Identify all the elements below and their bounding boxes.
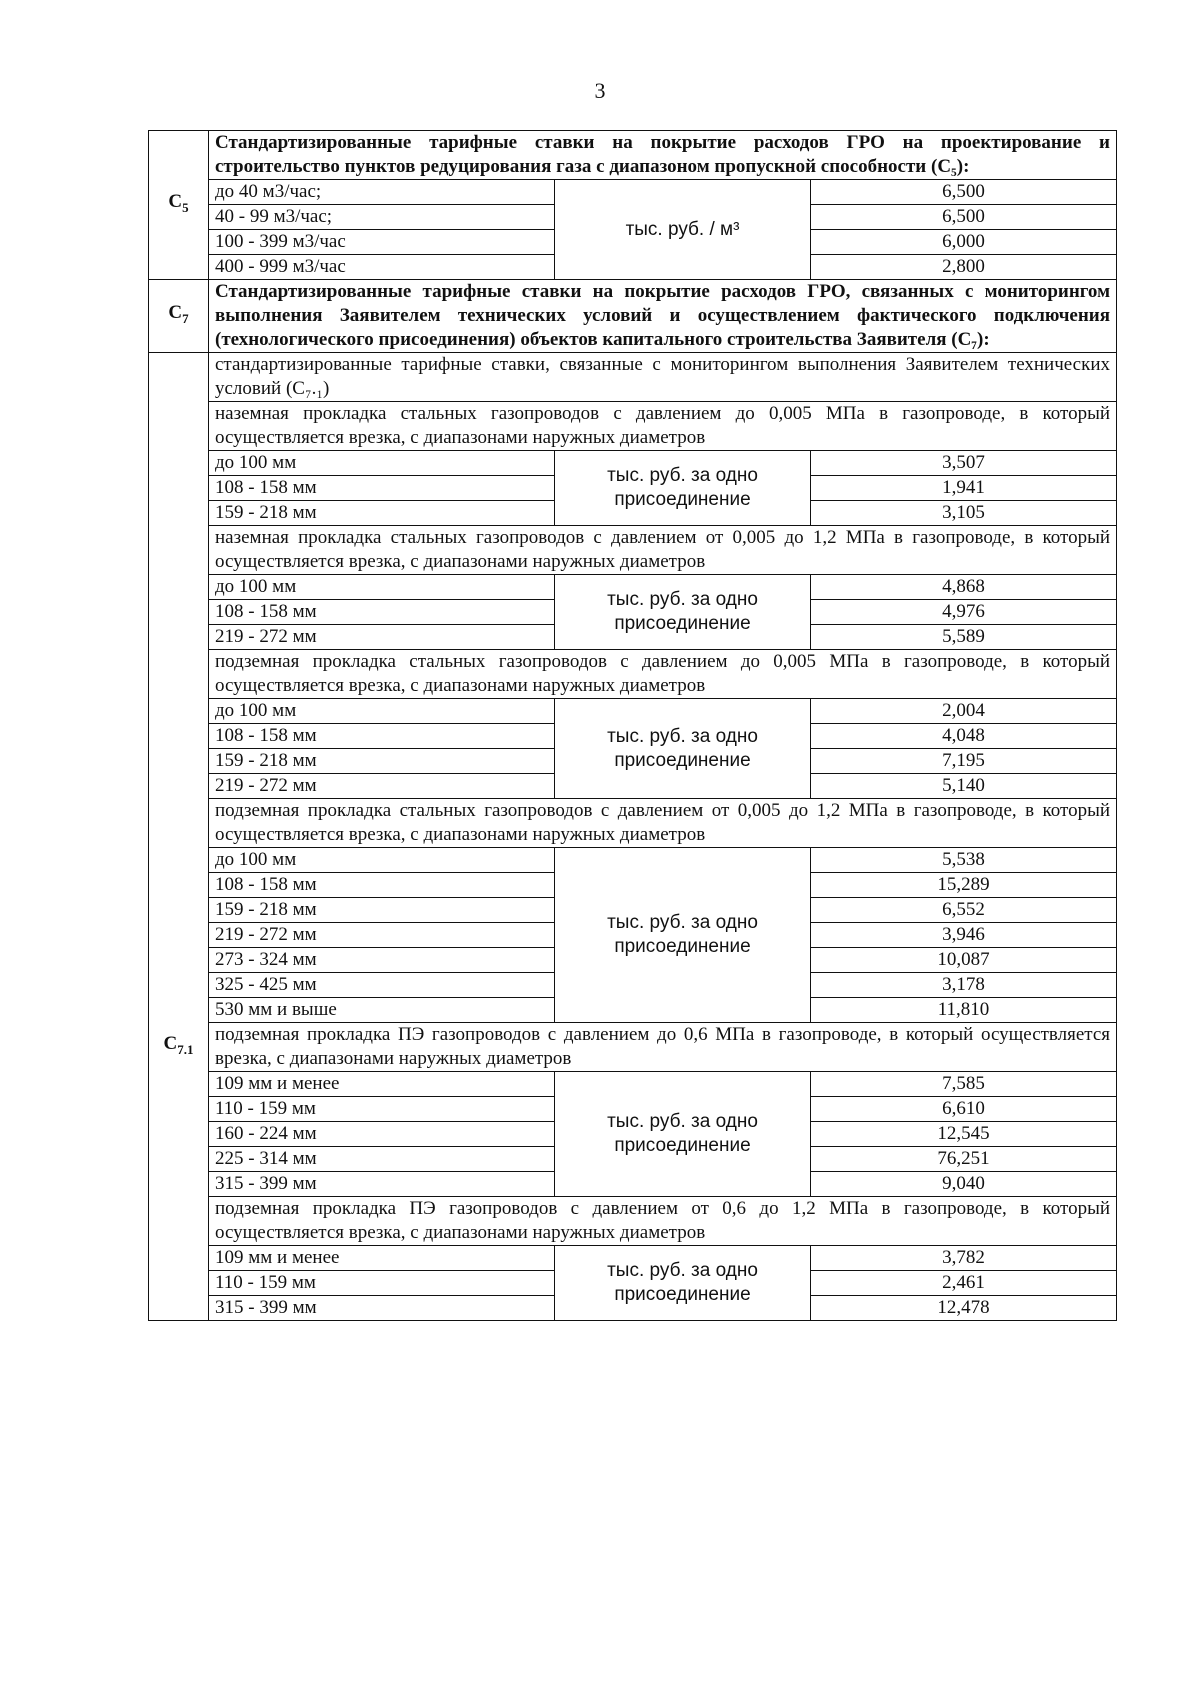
range-cell: 400 - 999 м3/час — [209, 255, 555, 280]
unit-cell: тыс. руб. за одно присоединение — [555, 451, 811, 526]
unit-cell: тыс. руб. / м³ — [555, 180, 811, 280]
group-description: подземная прокладка ПЭ газопроводов с давлением от 0,6 до 1,2 МПа в газопроводе, в который осуществляется врезка, с диапазонами наружных диаметров — [209, 1197, 1117, 1246]
value-cell: 6,500 — [811, 180, 1117, 205]
range-cell: до 100 мм — [209, 451, 555, 476]
range-cell: 315 - 399 мм — [209, 1172, 555, 1197]
range-cell: до 100 мм — [209, 699, 555, 724]
group-description-row — [149, 526, 1117, 575]
value-cell: 2,004 — [811, 699, 1117, 724]
group-description: подземная прокладка стальных газопроводов с давлением до 0,005 МПа в газопроводе, в который осуществляется врезка, с диапазонами наружных диаметров — [209, 650, 1117, 699]
c5-header-row — [149, 131, 1117, 180]
group-description-row — [149, 1023, 1117, 1072]
range-cell: 109 мм и менее — [209, 1072, 555, 1097]
unit-cell: тыс. руб. за одно присоединение — [555, 699, 811, 799]
value-cell: 1,941 — [811, 476, 1117, 501]
range-cell: 159 - 218 мм — [209, 749, 555, 774]
value-cell: 4,048 — [811, 724, 1117, 749]
group-description-row — [149, 799, 1117, 848]
range-cell: 530 мм и выше — [209, 998, 555, 1023]
value-cell: 3,105 — [811, 501, 1117, 526]
value-cell: 5,140 — [811, 774, 1117, 799]
range-cell: 160 - 224 мм — [209, 1122, 555, 1147]
value-cell: 12,478 — [811, 1296, 1117, 1321]
range-cell: 109 мм и менее — [209, 1246, 555, 1271]
table-row — [149, 1246, 1117, 1271]
range-cell: 100 - 399 м3/час — [209, 230, 555, 255]
unit-cell: тыс. руб. за одно присоединение — [555, 575, 811, 650]
value-cell: 7,195 — [811, 749, 1117, 774]
range-cell: 219 - 272 мм — [209, 774, 555, 799]
section-code-c7: $C_7$ — [149, 280, 209, 353]
range-cell: до 40 м3/час; — [209, 180, 555, 205]
section-code-letter: C — [163, 1032, 178, 1054]
value-cell: 4,868 — [811, 575, 1117, 600]
value-cell: 12,545 — [811, 1122, 1117, 1147]
value-cell: 6,610 — [811, 1097, 1117, 1122]
table-row — [149, 1072, 1117, 1097]
unit-cell: тыс. руб. за одно присоединение — [555, 1072, 811, 1197]
value-cell: 5,589 — [811, 625, 1117, 650]
value-cell: 10,087 — [811, 948, 1117, 973]
range-cell: 219 - 272 мм — [209, 625, 555, 650]
range-cell: 108 - 158 мм — [209, 724, 555, 749]
range-cell: 108 - 158 мм — [209, 873, 555, 898]
unit-cell: тыс. руб. за одно присоединение — [555, 1246, 811, 1321]
group-description: наземная прокладка стальных газопроводов с давлением до 0,005 МПа в газопроводе, в который осуществляется врезка, с диапазонами наружных диаметров — [209, 402, 1117, 451]
group-description: подземная прокладка ПЭ газопроводов с давлением до 0,6 МПа в газопроводе, в который осуществляется врезка, с диапазонами наружных диаметров — [209, 1023, 1117, 1072]
section-code-subscript: 7.1 — [177, 1041, 194, 1057]
value-cell: 6,552 — [811, 898, 1117, 923]
value-cell: 3,507 — [811, 451, 1117, 476]
table-row — [149, 180, 1117, 205]
range-cell: 225 - 314 мм — [209, 1147, 555, 1172]
tariff-table — [148, 130, 1117, 1321]
range-cell: до 100 мм — [209, 575, 555, 600]
table-row — [149, 848, 1117, 873]
section-intro-c71: стандартизированные тарифные ставки, связанные с мониторингом выполнения Заявителем технических условий (С₇.₁) — [209, 353, 1117, 402]
c71-intro-row — [149, 353, 1117, 402]
range-cell: 219 - 272 мм — [209, 923, 555, 948]
value-cell: 7,585 — [811, 1072, 1117, 1097]
group-description: наземная прокладка стальных газопроводов с давлением от 0,005 до 1,2 МПа в газопроводе, в который осуществляется врезка, с диапазонами наружных диаметров — [209, 526, 1117, 575]
range-cell: 273 - 324 мм — [209, 948, 555, 973]
unit-cell: тыс. руб. за одно присоединение — [555, 848, 811, 1023]
section-title-c5: Стандартизированные тарифные ставки на покрытие расходов ГРО на проектирование и строительство пунктов редуцирования газа с диапазоном пропускной способности (С₅): — [209, 131, 1117, 180]
group-description: подземная прокладка стальных газопроводов с давлением от 0,005 до 1,2 МПа в газопроводе, в который осуществляется врезка, с диапазонами наружных диаметров — [209, 799, 1117, 848]
value-cell: 15,289 — [811, 873, 1117, 898]
value-cell: 5,538 — [811, 848, 1117, 873]
value-cell: 6,000 — [811, 230, 1117, 255]
group-description-row — [149, 402, 1117, 451]
range-cell: 110 - 159 мм — [209, 1271, 555, 1296]
group-description-row — [149, 1197, 1117, 1246]
value-cell: 9,040 — [811, 1172, 1117, 1197]
table-row — [149, 451, 1117, 476]
value-cell: 2,461 — [811, 1271, 1117, 1296]
value-cell: 76,251 — [811, 1147, 1117, 1172]
value-cell: 6,500 — [811, 205, 1117, 230]
tariff-table-body — [149, 131, 1117, 1321]
group-description-row — [149, 650, 1117, 699]
range-cell: 110 - 159 мм — [209, 1097, 555, 1122]
section-code-c5: $C_5$ — [149, 131, 209, 280]
value-cell: 3,782 — [811, 1246, 1117, 1271]
range-cell: 159 - 218 мм — [209, 898, 555, 923]
range-cell: до 100 мм — [209, 848, 555, 873]
section-title-c7: Стандартизированные тарифные ставки на покрытие расходов ГРО, связанных с мониторингом выполнения Заявителем технических условий и осуществлением фактического подключения (технологического присоединения) объектов капитального строительства Заявителя (С₇): — [209, 280, 1117, 353]
c7-header-row — [149, 280, 1117, 353]
page-number: 3 — [594, 78, 606, 103]
range-cell: 108 - 158 мм — [209, 600, 555, 625]
value-cell: 4,976 — [811, 600, 1117, 625]
range-cell: 108 - 158 мм — [209, 476, 555, 501]
table-row — [149, 575, 1117, 600]
range-cell: 315 - 399 мм — [209, 1296, 555, 1321]
range-cell: 159 - 218 мм — [209, 501, 555, 526]
value-cell: 3,946 — [811, 923, 1117, 948]
value-cell: 2,800 — [811, 255, 1117, 280]
range-cell: 40 - 99 м3/час; — [209, 205, 555, 230]
value-cell: 3,178 — [811, 973, 1117, 998]
section-code-c71 — [149, 353, 209, 1321]
range-cell: 325 - 425 мм — [209, 973, 555, 998]
value-cell: 11,810 — [811, 998, 1117, 1023]
table-row — [149, 699, 1117, 724]
